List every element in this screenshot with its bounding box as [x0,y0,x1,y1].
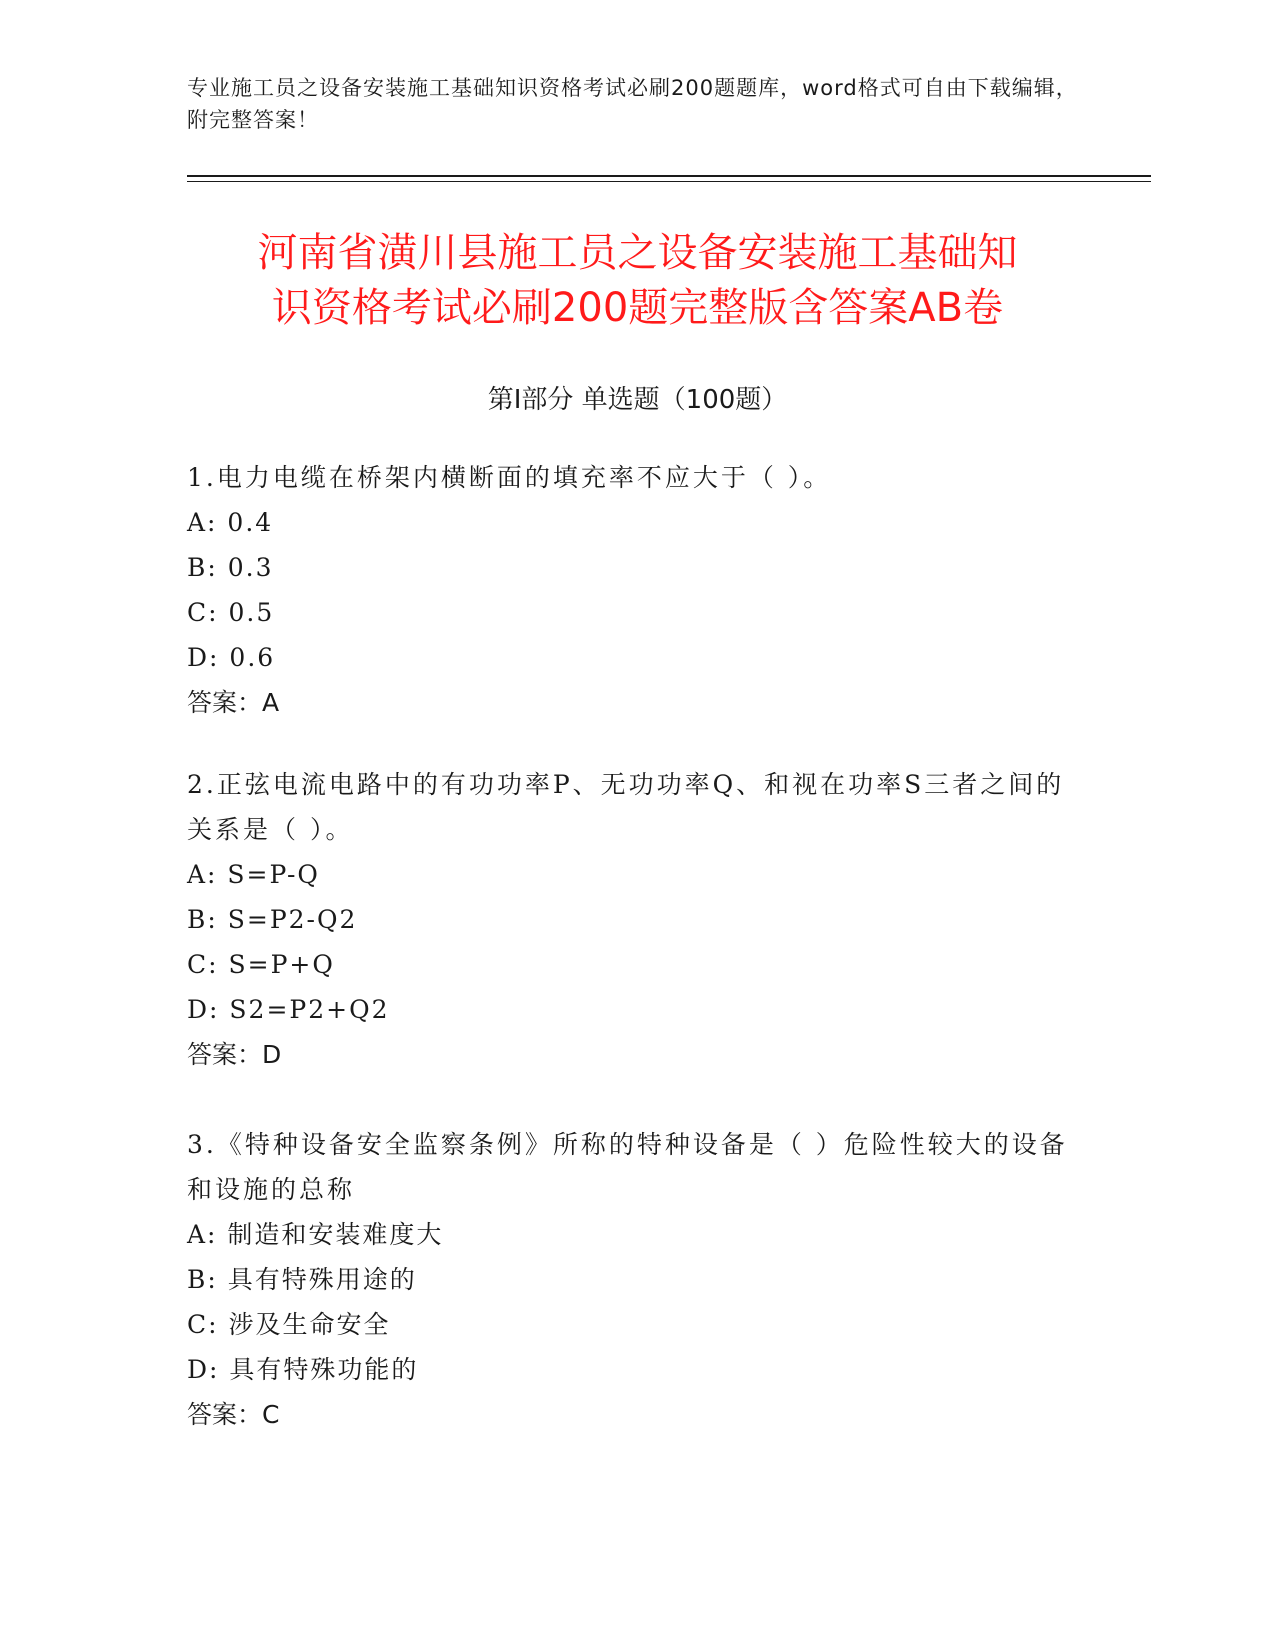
answer: 答案：C [187,1400,280,1429]
answer: 答案：A [187,688,280,717]
option-c: C: 0.5 [187,598,275,627]
option-b: B: 0.3 [187,553,274,582]
header-note: 专业施工员之设备安装施工基础知识资格考试必刷200题题库，word格式可自由下载编辑，附完整答案！ [187,76,1078,132]
section-title: 第Ⅰ部分 单选题（100题） [487,385,788,415]
question-3 [187,1122,1087,1437]
header-divider-thick [187,175,1151,177]
option-d: D: 具有特殊功能的 [187,1355,419,1384]
option-b: B: 具有特殊用途的 [187,1265,417,1294]
option-c: C: 涉及生命安全 [187,1310,391,1339]
option-d: D: 0.6 [187,643,276,672]
answer: 答案：D [187,1040,282,1069]
document-title-line-1: 河南省潢川县施工员之设备安装施工基础知 [257,230,1018,276]
option-a: A: S=P-Q [187,860,320,889]
question-stem: 3.《特种设备安全监察条例》所称的特种设备是（ ）危险性较大的设备和设施的总称 [187,1130,1068,1204]
header-divider-thin [187,181,1151,182]
question-stem: 1.电力电缆在桥架内横断面的填充率不应大于（ ）。 [187,463,832,492]
option-a: A: 制造和安装难度大 [187,1220,444,1249]
option-b: B: S=P2-Q2 [187,905,358,934]
option-a: A: 0.4 [187,508,274,537]
option-c: C: S=P+Q [187,950,335,979]
document-title-line-2: 识资格考试必刷200题完整版含答案AB卷 [271,285,1004,331]
question-1 [187,455,1087,725]
question-2 [187,762,1087,1077]
option-d: D: S2=P2+Q2 [187,995,390,1024]
question-stem: 2.正弦电流电路中的有功功率P、无功功率Q、和视在功率S三者之间的关系是（ ）。 [187,770,1065,844]
document-title [150,226,1125,336]
